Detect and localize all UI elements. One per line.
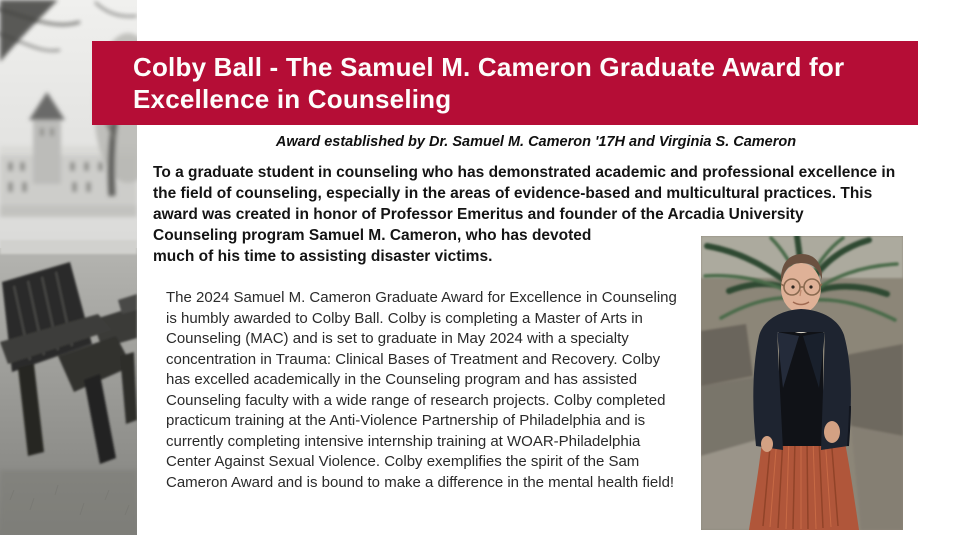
- description-line: award was created in honor of Professor Emeritus and founder of the Arcadia University: [153, 206, 804, 223]
- body-line: is humbly awarded to Colby Ball. Colby is completing a Master of Arts in: [166, 309, 643, 327]
- slide-title-line-2: Excellence in Counseling: [133, 84, 452, 114]
- description-line: the field of counseling, especially in the areas of evidence-based and multicultural practices. This: [153, 185, 873, 202]
- recipient-paragraph: [166, 288, 677, 493]
- portrait-photo-graphic: [701, 236, 903, 530]
- body-line: concentration in Trauma: Clinical Bases of Treatment and Recovery. Colby: [166, 350, 661, 368]
- description-line: much of his time to assisting disaster victims.: [153, 248, 493, 265]
- body-line: The 2024 Samuel M. Cameron Graduate Award for Excellence in Counseling: [166, 289, 677, 306]
- body-line: Center Against Sexual Violence. Colby exemplifies the spirit of the Sam: [166, 453, 640, 470]
- portrait-photo: [701, 236, 903, 530]
- slide-title-line-1: Colby Ball - The Samuel M. Cameron Graduate Award for: [133, 52, 845, 82]
- body-line: Cameron Award and is bound to make a difference in the mental health field!: [166, 473, 675, 491]
- body-line: practicum training at the Anti-Violence Partnership of Philadelphia and is: [166, 412, 646, 429]
- body-line: currently completing intensive internship training at WOAR-Philadelphia: [166, 432, 641, 450]
- description-line: Counseling program Samuel M. Cameron, who has devoted: [153, 227, 592, 244]
- body-line: Counseling (MAC) and is set to graduate in May 2024 with a specialty: [166, 330, 629, 347]
- body-line: Counseling faculty with a wide range of research projects. Colby completed: [166, 391, 666, 409]
- body-line: has excelled academically in the Counseling program and has assisted: [166, 371, 638, 388]
- award-subtitle: Award established by Dr. Samuel M. Cameron '17H and Virginia S. Cameron: [275, 134, 797, 150]
- description-line: To a graduate student in counseling who has demonstrated academic and professional excellence in: [153, 164, 896, 181]
- title-banner: [92, 41, 918, 125]
